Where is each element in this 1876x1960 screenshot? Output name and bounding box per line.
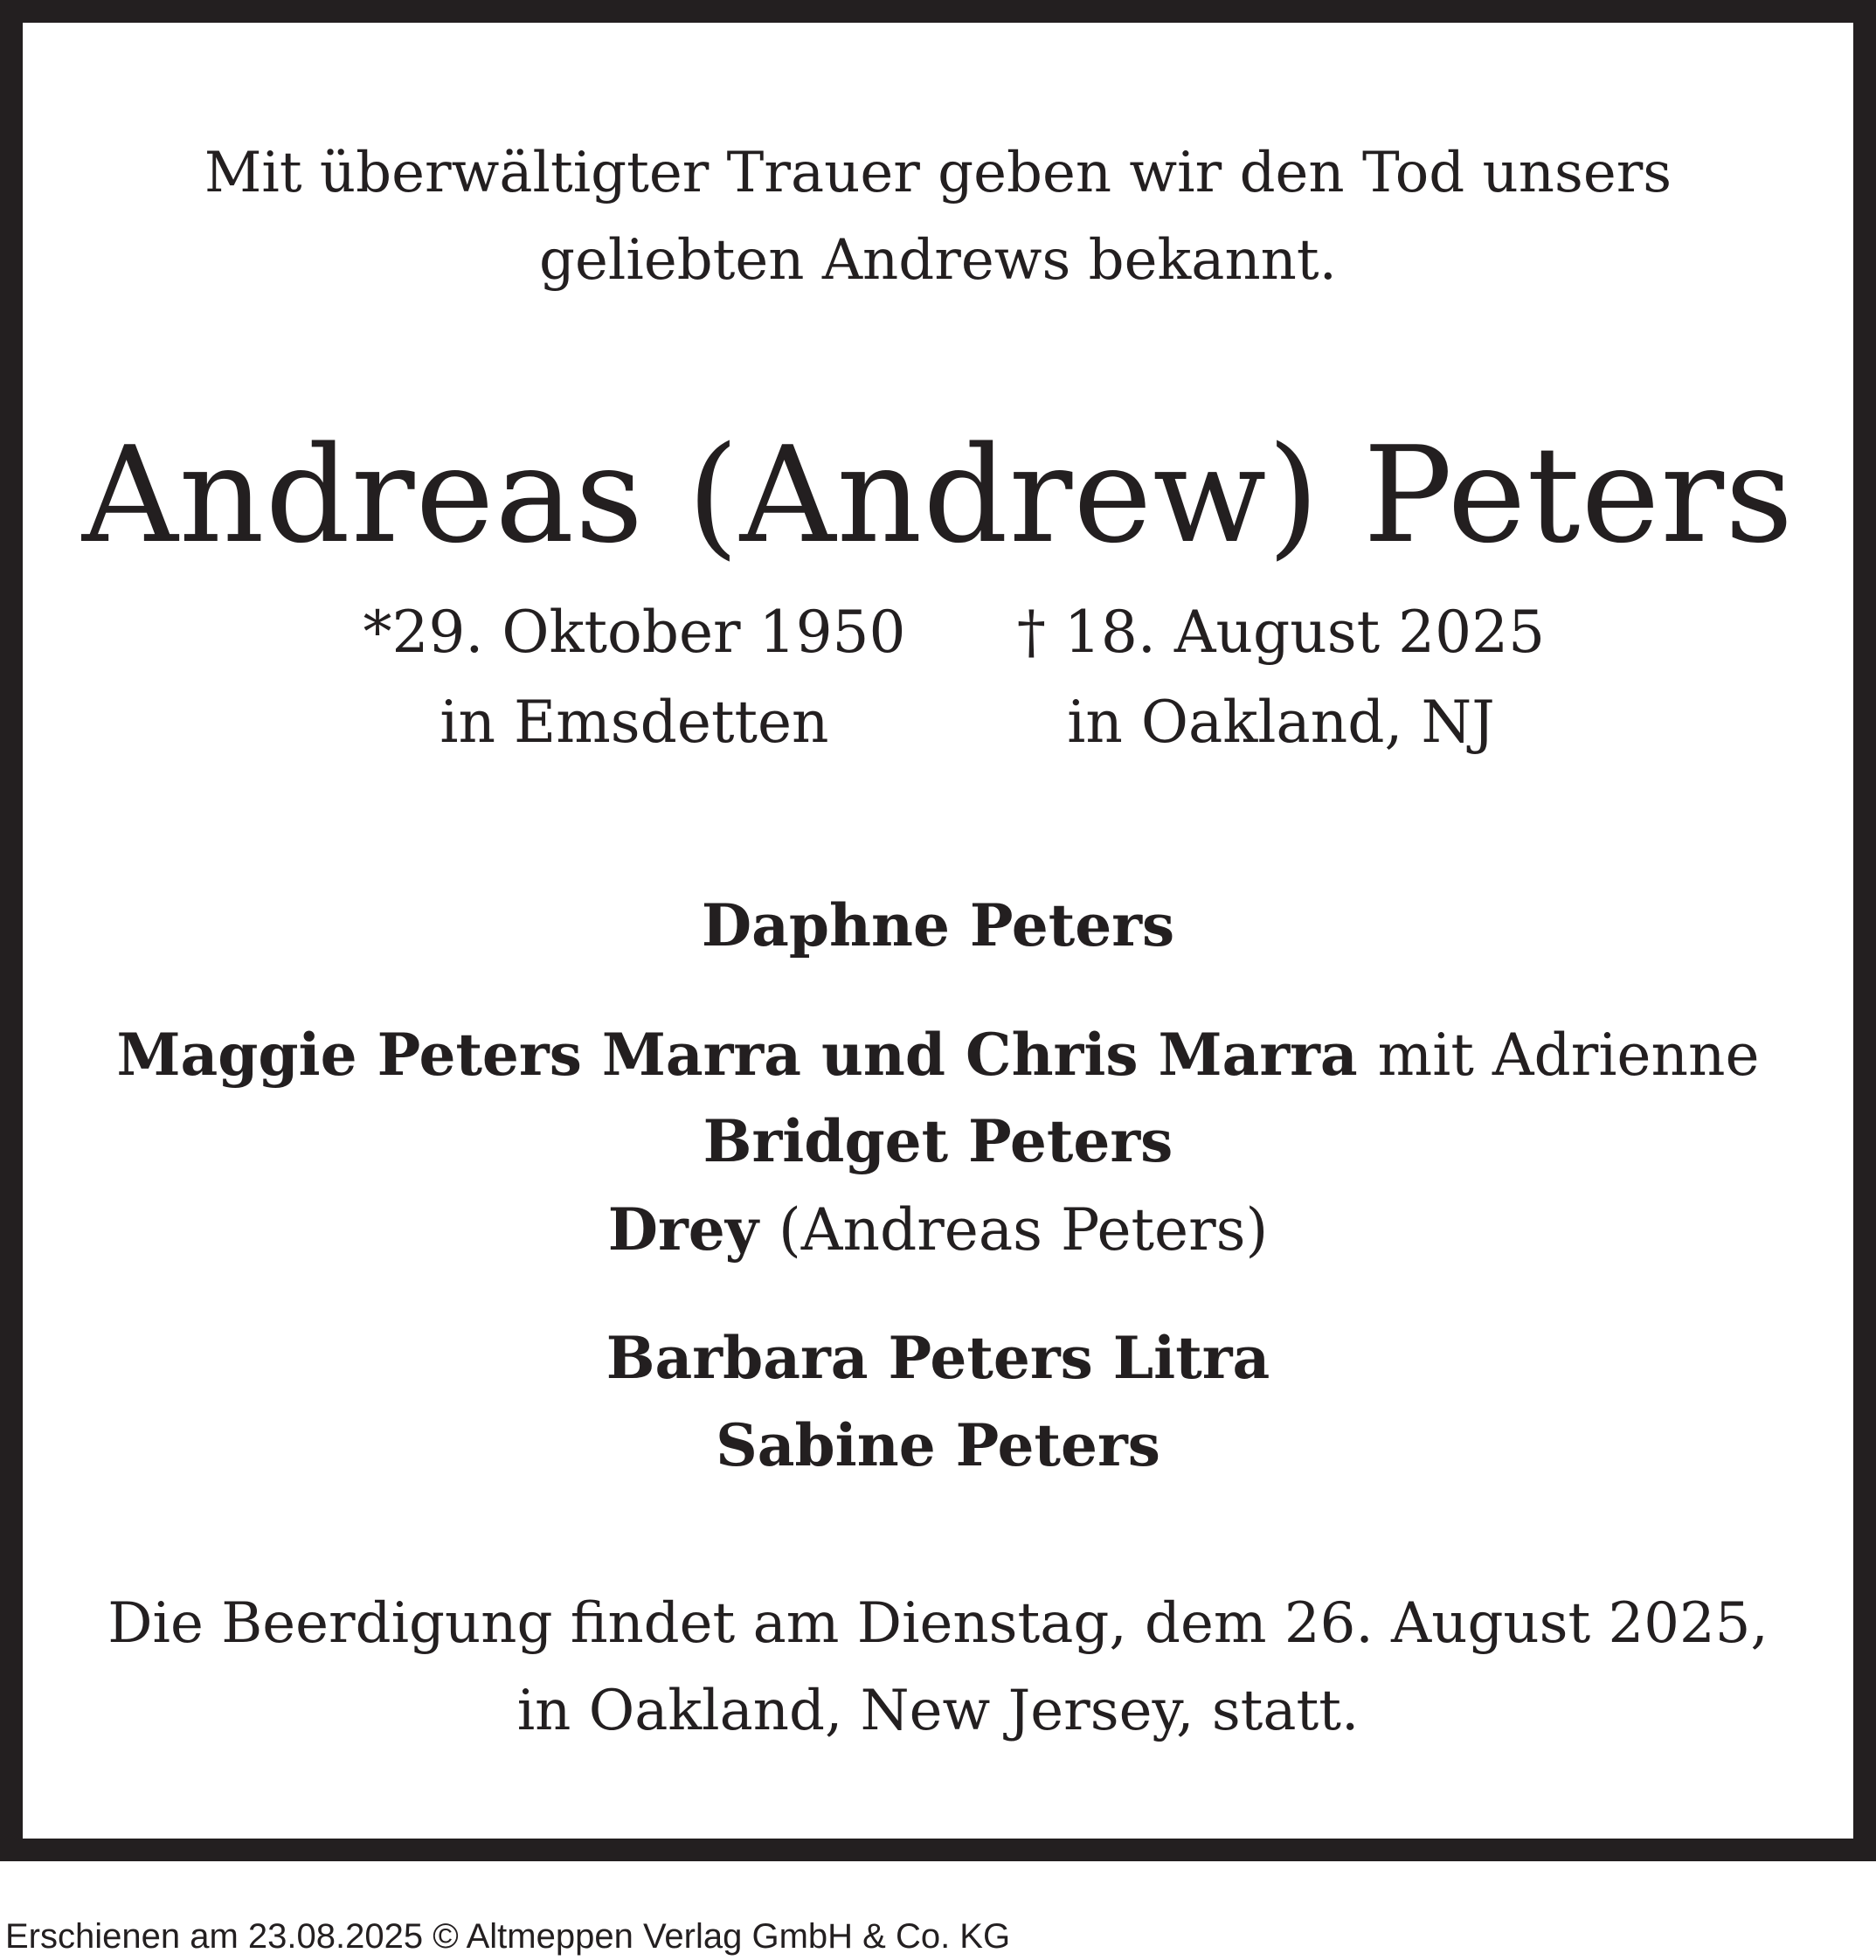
intro-line-1: Mit überwältigter Trauer geben wir den Tod unsers [204,141,1672,205]
mourner-line-4-addition: (Andreas Peters) [779,1196,1269,1264]
birth-place: in Emsdetten [440,689,829,756]
death-date: † 18. August 2025 [1016,599,1546,666]
mourner-line-4 [23,1195,1853,1264]
mourner-line-1: Daphne Peters [701,891,1175,959]
mourner-line-6: Sabine Peters [716,1411,1160,1479]
mourner-line-4-name: Drey [607,1195,759,1264]
birth-date: *29. Oktober 1950 [363,599,906,666]
mourner-line-3: Bridget Peters [703,1107,1173,1175]
mourner-line-2 [23,1021,1853,1089]
funeral-line-1: Die Beerdigung findet am Dienstag, dem 26. August 2025, [107,1591,1769,1656]
intro-line-2: geliebten Andrews bekannt. [539,228,1337,293]
funeral-line-2: in Oakland, New Jersey, statt. [516,1679,1360,1743]
publication-footer: Erschienen am 23.08.2025 © Altmeppen Verlag GmbH & Co. KG [5,1917,1011,1956]
mourner-line-2-addition: mit Adrienne [1377,1022,1760,1089]
mourner-line-2-names: Maggie Peters Marra und Chris Marra [116,1021,1358,1089]
deceased-name: Andreas (Andrew) Peters [81,418,1795,572]
mourner-line-5: Barbara Peters Litra [606,1324,1270,1392]
death-place: in Oakland, NJ [1067,689,1495,756]
